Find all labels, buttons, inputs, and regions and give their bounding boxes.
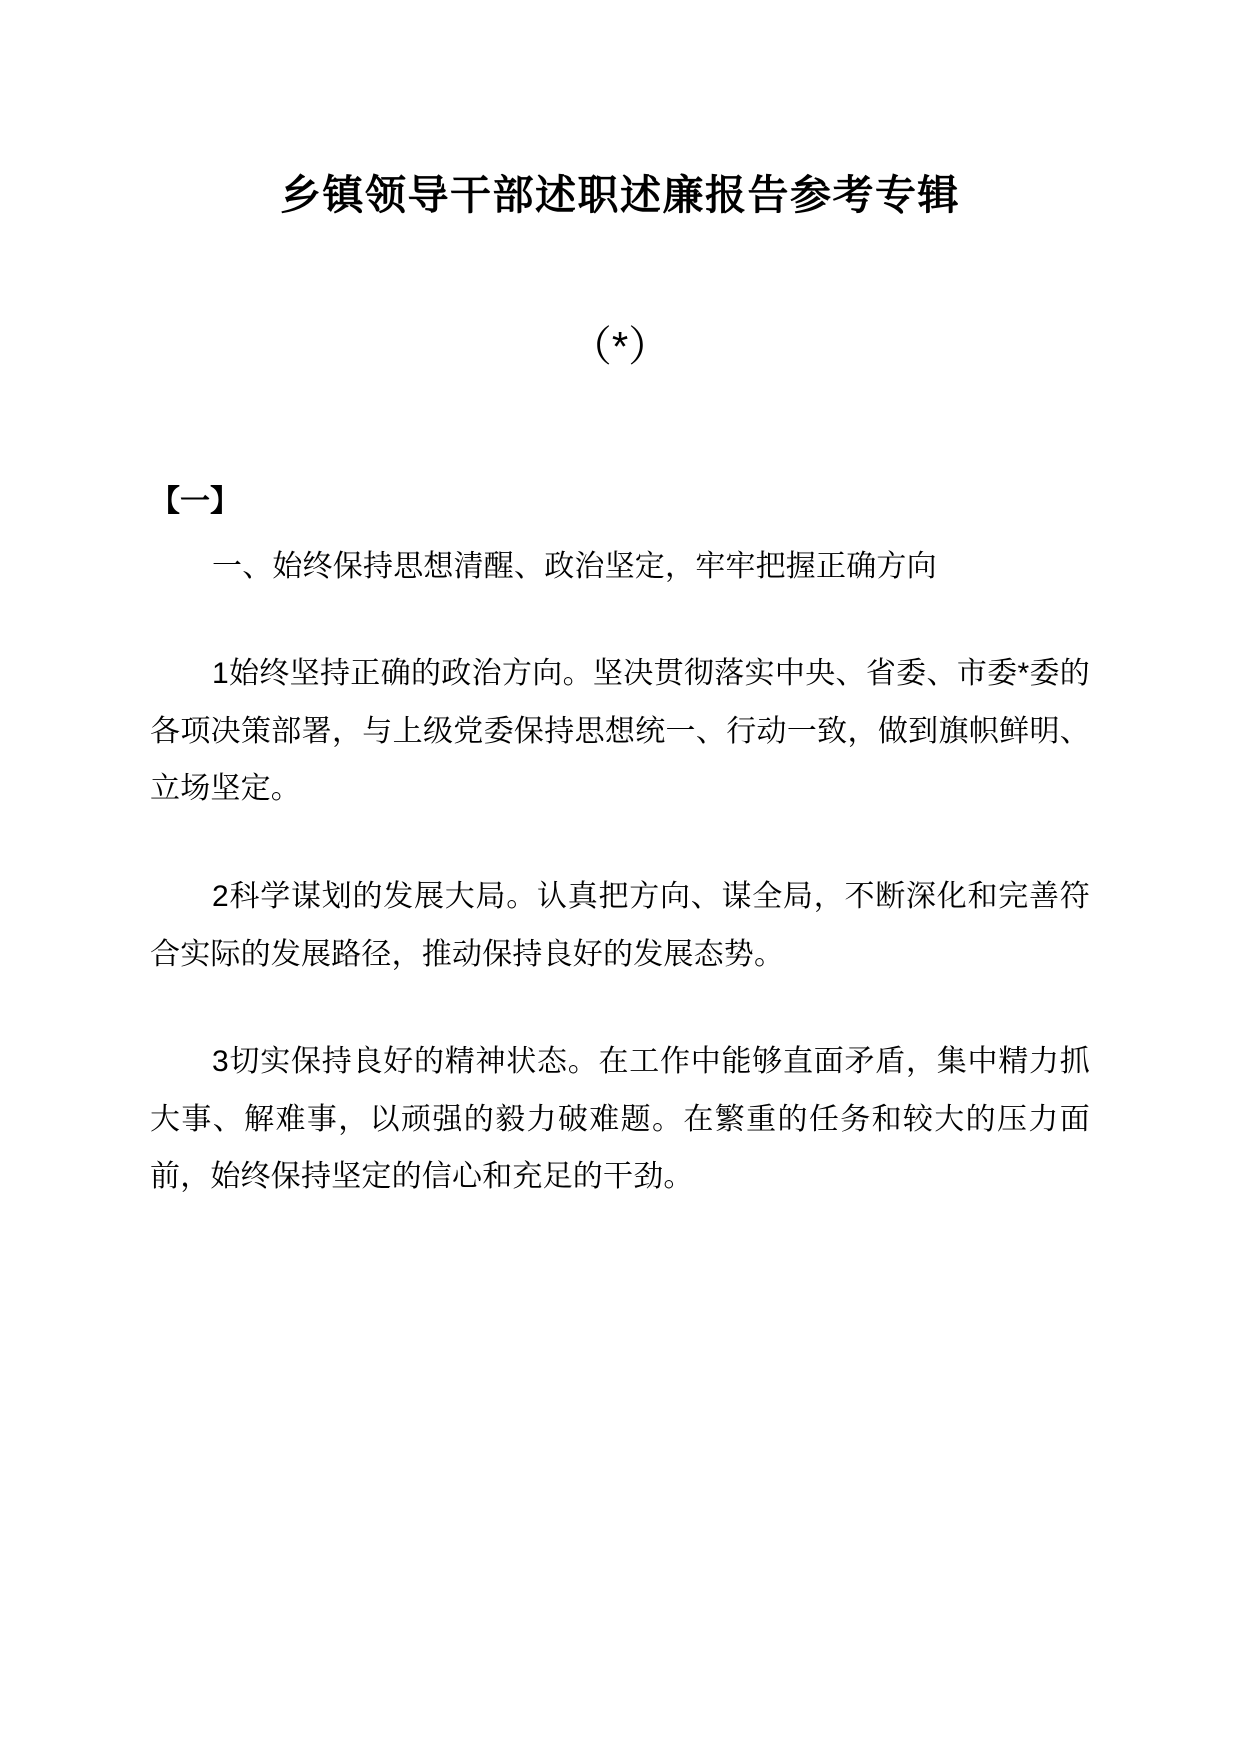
document-subtitle: （*） <box>569 323 671 371</box>
section-marker: 【一】 <box>150 485 240 519</box>
section-heading: 一、始终保持思想清醒、政治坚定，牢牢把握正确方向 <box>212 549 937 583</box>
body-paragraph: 2科学谋划的发展大局。认真把方向、谋全局，不断深化和完善符合实际的发展路径，推动保持良好的发展态势。 <box>150 879 1090 971</box>
body-paragraph: 1始终坚持正确的政治方向。坚决贯彻落实中央、省委、市委*委的各项决策部署，与上级党委保持思想统一、行动一致，做到旗帜鲜明、立场坚定。 <box>150 657 1090 806</box>
body-paragraph: 3切实保持良好的精神状态。在工作中能够直面矛盾，集中精力抓大事、解难事，以顽强的毅力破难题。在繁重的任务和较大的压力面前，始终保持坚定的信心和充足的干劲。 <box>150 1045 1090 1194</box>
document-title: 乡镇领导干部述职述廉报告参考专辑 <box>280 172 960 218</box>
document-body <box>150 376 1090 1206</box>
